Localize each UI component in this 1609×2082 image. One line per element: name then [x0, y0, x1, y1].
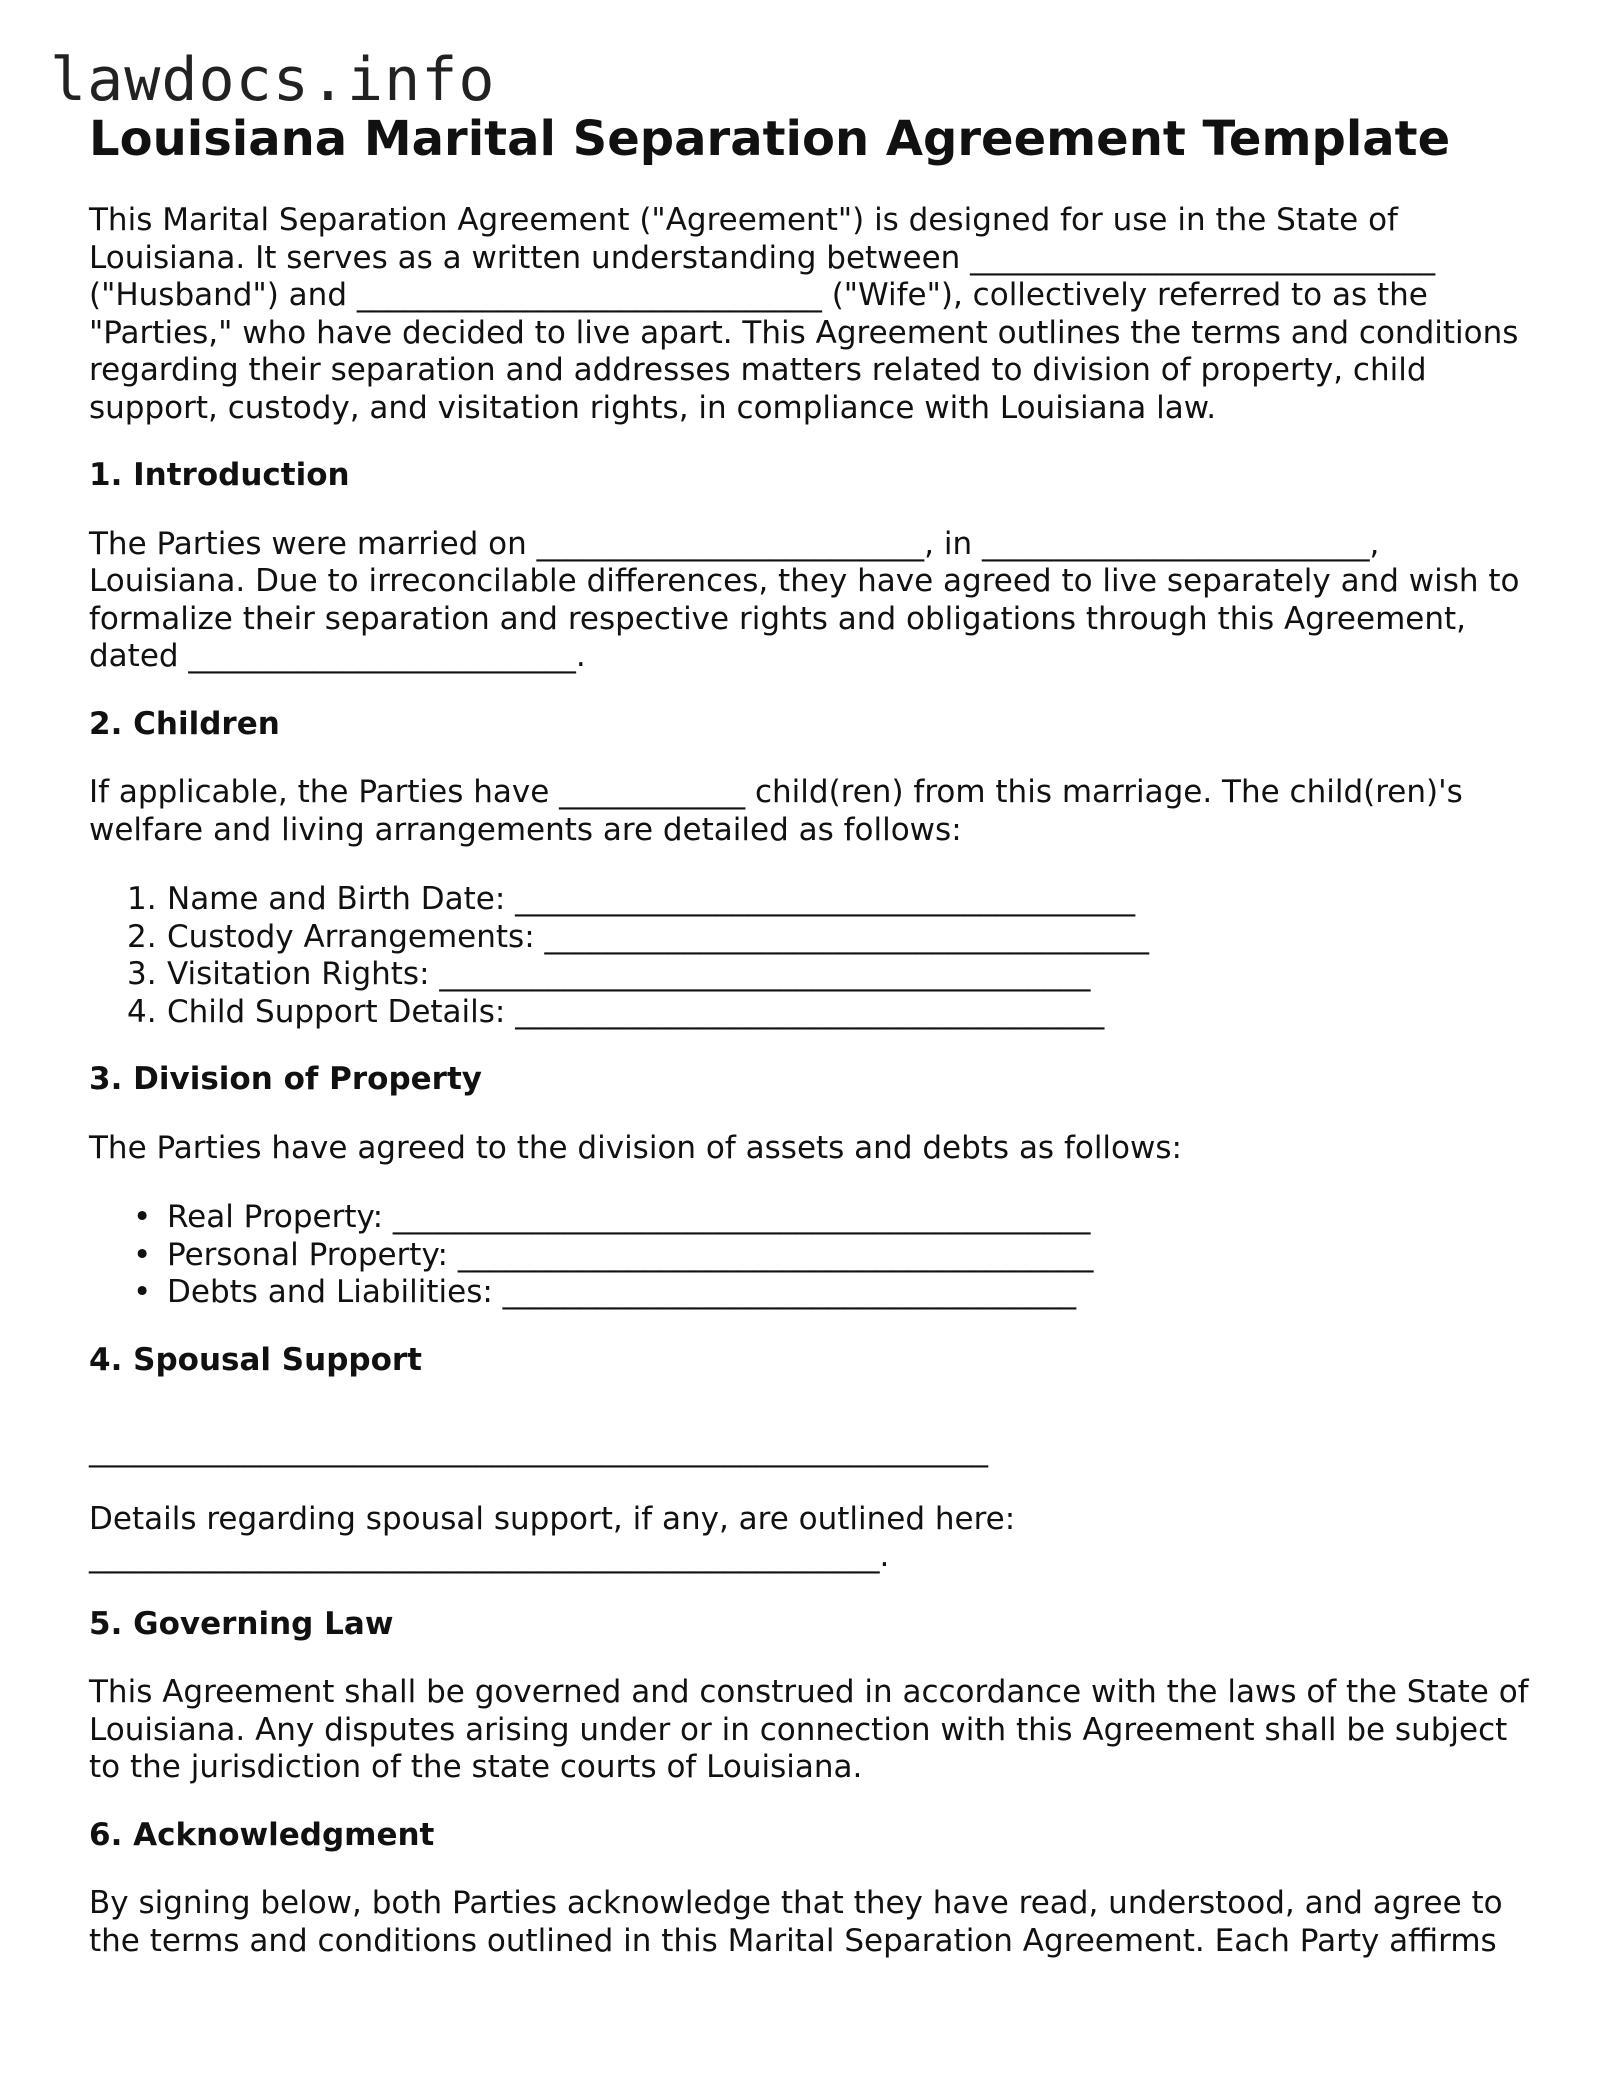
- list-marker: 4.: [127, 993, 157, 1030]
- bullet-marker: •: [133, 1236, 152, 1273]
- list-item: [89, 1237, 1539, 1275]
- list-item-text: Debts and Liabilities: _____________________________________: [167, 1274, 1077, 1310]
- document-body: [89, 110, 1539, 1960]
- introduction-paragraph: The Parties were married on _________________________, in _________________________, Louisiana. Due to irreconcilable differences, they have agreed to live separately and wish to formalize their separation and respective rights and obligations through this Agreement, dated _________________________.: [89, 525, 1520, 674]
- section-heading-introduction: 1. Introduction: [89, 457, 350, 493]
- section-heading-children: 2. Children: [89, 705, 280, 742]
- property-paragraph: The Parties have agreed to the division of assets and debts as follows:: [89, 1129, 1182, 1166]
- section-heading-governing-law: 5. Governing Law: [89, 1605, 394, 1642]
- list-item: [89, 1199, 1539, 1237]
- document-title: Louisiana Marital Separation Agreement Template: [89, 111, 1451, 167]
- spousal-support-blank: __________________________________________________________: [89, 1432, 988, 1468]
- spousal-support-paragraph: Details regarding spousal support, if any, are outlined here: ___________________________________________________.: [89, 1500, 1016, 1574]
- list-item: [89, 994, 1539, 1032]
- list-marker: 1.: [127, 881, 157, 917]
- governing-law-paragraph: This Agreement shall be governed and construed in accordance with the laws of the State of Louisiana. Any disputes arising under or in connection with this Agreement shall be subject to the jurisdiction of the state courts of Louisiana.: [89, 1674, 1529, 1785]
- list-item: [89, 881, 1539, 919]
- property-list: [89, 1199, 1539, 1312]
- bullet-marker: •: [133, 1274, 152, 1310]
- list-item-text: Name and Birth Date: ________________________________________: [167, 881, 1136, 917]
- list-item-text: Personal Property: _________________________________________: [167, 1236, 1094, 1273]
- list-item-text: Visitation Rights: __________________________________________: [167, 956, 1091, 992]
- children-list: [89, 881, 1539, 1031]
- list-item-text: Custody Arrangements: _______________________________________: [167, 918, 1150, 955]
- children-paragraph: If applicable, the Parties have ____________ child(ren) from this marriage. The child(ren)'s welfare and living arrangements are detailed as follows:: [89, 774, 1463, 848]
- acknowledgment-paragraph: By signing below, both Parties acknowledge that they have read, understood, and agree to the terms and conditions outlined in this Marital Separation Agreement. Each Party affirms: [89, 1885, 1503, 1959]
- list-marker: 2.: [127, 918, 157, 955]
- list-item-text: Child Support Details: ______________________________________: [167, 993, 1105, 1030]
- bullet-marker: •: [133, 1199, 152, 1235]
- intro-paragraph: This Marital Separation Agreement ("Agreement") is designed for use in the State of Louisiana. It serves as a written understanding between ______________________________ ("Husband") and ______________________________ ("Wife"), collectively referred to as the "Parties," who have decided to live apart. This Agreement outlines the terms and conditions regarding their separation and addresses matters related to division of property, child support, custody, and visitation rights, in compliance with Louisiana law.: [89, 202, 1519, 426]
- list-item-text: Real Property: _____________________________________________: [167, 1199, 1091, 1235]
- list-item: [89, 956, 1539, 994]
- list-item: [89, 1274, 1539, 1312]
- list-item: [89, 919, 1539, 957]
- section-heading-property: 3. Division of Property: [89, 1061, 482, 1097]
- site-watermark: lawdocs.info: [50, 45, 496, 115]
- section-heading-spousal-support: 4. Spousal Support: [89, 1341, 422, 1378]
- section-heading-acknowledgment: 6. Acknowledgment: [89, 1816, 435, 1853]
- list-marker: 3.: [127, 956, 157, 992]
